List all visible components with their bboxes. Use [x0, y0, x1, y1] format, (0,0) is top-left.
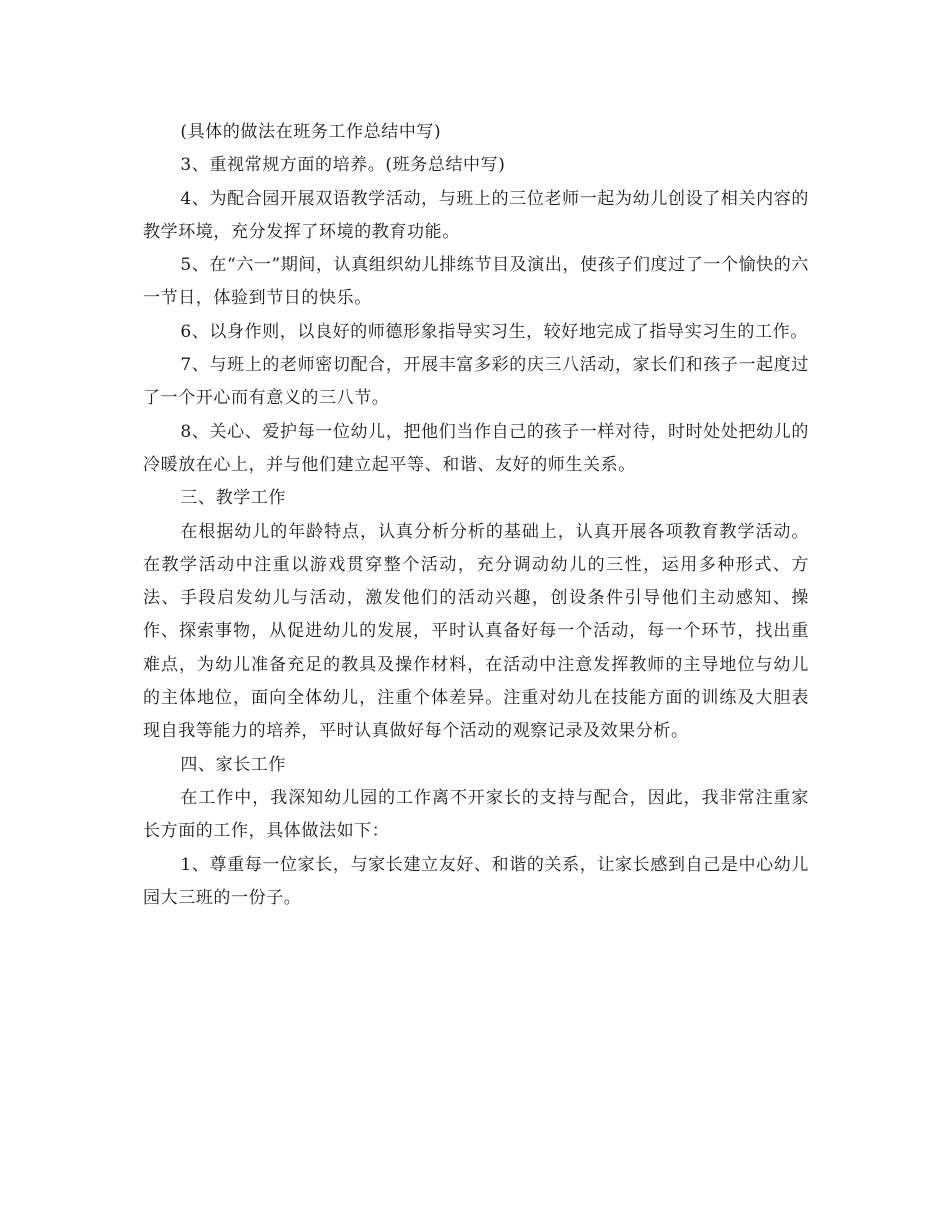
paragraph-teaching-body: 在根据幼儿的年龄特点，认真分析分析的基础上，认真开展各项教育教学活动。在教学活动中注重以游戏贯穿整个活动，充分调动幼儿的三性，运用多种形式、方法、手段启发幼儿与活动，激发他们的活动兴趣，创设条件引导他们主动感知、操作、探索事物，从促进幼儿的发展，平时认真备好每一个活动，每一个环节，找出重难点，为幼儿准备充足的教具及操作材料，在活动中注意发挥教师的主导地位与幼儿的主体地位，面向全体幼儿，注重个体差异。注重对幼儿在技能方面的训练及大胆表现自我等能力的培养，平时认真做好每个活动的观察记录及效果分析。: [143, 521, 809, 742]
paragraph-item-8: 8、关心、爱护每一位幼儿，把他们当作自己的孩子一样对待，时时处处把幼儿的冷暖放在心上，并与他们建立起平等、和谐、友好的师生关系。: [143, 421, 809, 475]
document-body: [143, 116, 809, 915]
paragraph-item-7: 7、与班上的老师密切配合，开展丰富多彩的庆三八活动，家长们和孩子一起度过了一个开心而有意义的三八节。: [143, 355, 809, 409]
paragraph-item-6: 6、以身作则，以良好的师德形象指导实习生，较好地完成了指导实习生的工作。: [180, 321, 808, 342]
section-heading-parents: 四、家长工作: [180, 754, 286, 775]
paragraph-item-3: 3、重视常规方面的培养。(班务总结中写): [180, 155, 506, 176]
paragraph-parents-intro: 在工作中，我深知幼儿园的工作离不开家长的支持与配合，因此，我非常注重家长方面的工作，具体做法如下：: [143, 787, 809, 842]
paragraph-item-4: 4、为配合园开展双语教学活动，与班上的三位老师一起为幼儿创设了相关内容的教学环境，充分发挥了环境的教育功能。: [143, 188, 809, 242]
section-heading-teaching: 三、教学工作: [180, 488, 286, 509]
paragraph-method-note: (具体的做法在班务工作总结中写): [180, 122, 442, 142]
paragraph-item-5: 5、在“六一”期间，认真组织幼儿排练节目及演出，使孩子们度过了一个愉快的六一节日，体验到节日的快乐。: [143, 255, 809, 309]
paragraph-parents-item-1: 1、尊重每一位家长，与家长建立友好、和谐的关系，让家长感到自己是中心幼儿园大三班的一份子。: [143, 854, 809, 908]
